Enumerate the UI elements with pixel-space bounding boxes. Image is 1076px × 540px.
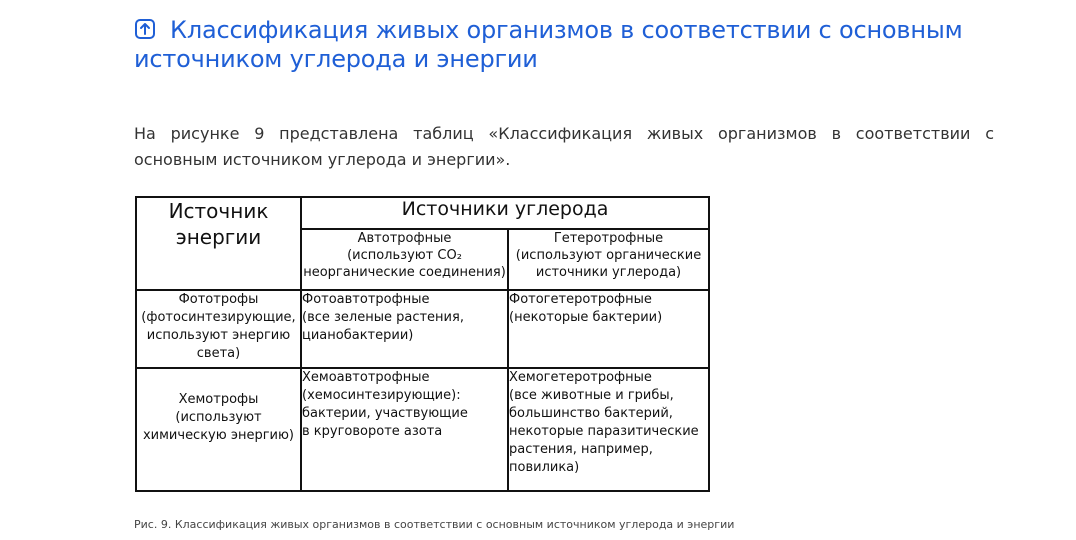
chemoautotrophs-cell: Хемоавтотрофные (хемосинтезирующие): бактерии, участвующие в круговороте азота [301,368,508,491]
chemotrophs-row-label: Хемотрофы (используют химическую энергию) [136,368,301,491]
photoheterotrophs-cell: Фотогетеротрофные (некоторые бактерии) [508,290,709,369]
classification-figure [135,196,710,492]
autotrophs-header: Автотрофные (используют CO₂ неорганические соединения) [301,229,508,289]
heading-line-2: источником углерода и энергии [134,45,538,73]
phototrophs-row-label: Фототрофы (фотосинтезирующие, используют энергию света) [136,290,301,369]
intro-paragraph [134,121,994,173]
classification-table [135,196,710,492]
heterotrophs-header: Гетеротрофные (используют органические источники углерода) [508,229,709,289]
chemoheterotrophs-cell: Хемогетеротрофные (все животные и грибы, большинство бактерий, некоторые паразитические растения, например, повилика) [508,368,709,491]
paragraph-line-2: основным источником углерода и энергии». [134,150,511,169]
figure-caption: Рис. 9. Классификация живых организмов в соответствии с основным источником углерода и энергии [134,518,735,531]
arrow-up-square-icon[interactable] [134,18,156,40]
section-heading [134,16,1014,74]
photoautotrophs-cell: Фотоавтотрофные (все зеленые растения, цианобактерии) [301,290,508,369]
paragraph-line-1: На рисунке 9 представлена таблиц «Классификация живых организмов в соответствии с [134,124,994,143]
heading-line-1: Классификация живых организмов в соответствии с основным [170,16,963,44]
carbon-sources-header: Источники углерода [301,197,709,229]
energy-source-header: Источник энергии [136,197,301,290]
